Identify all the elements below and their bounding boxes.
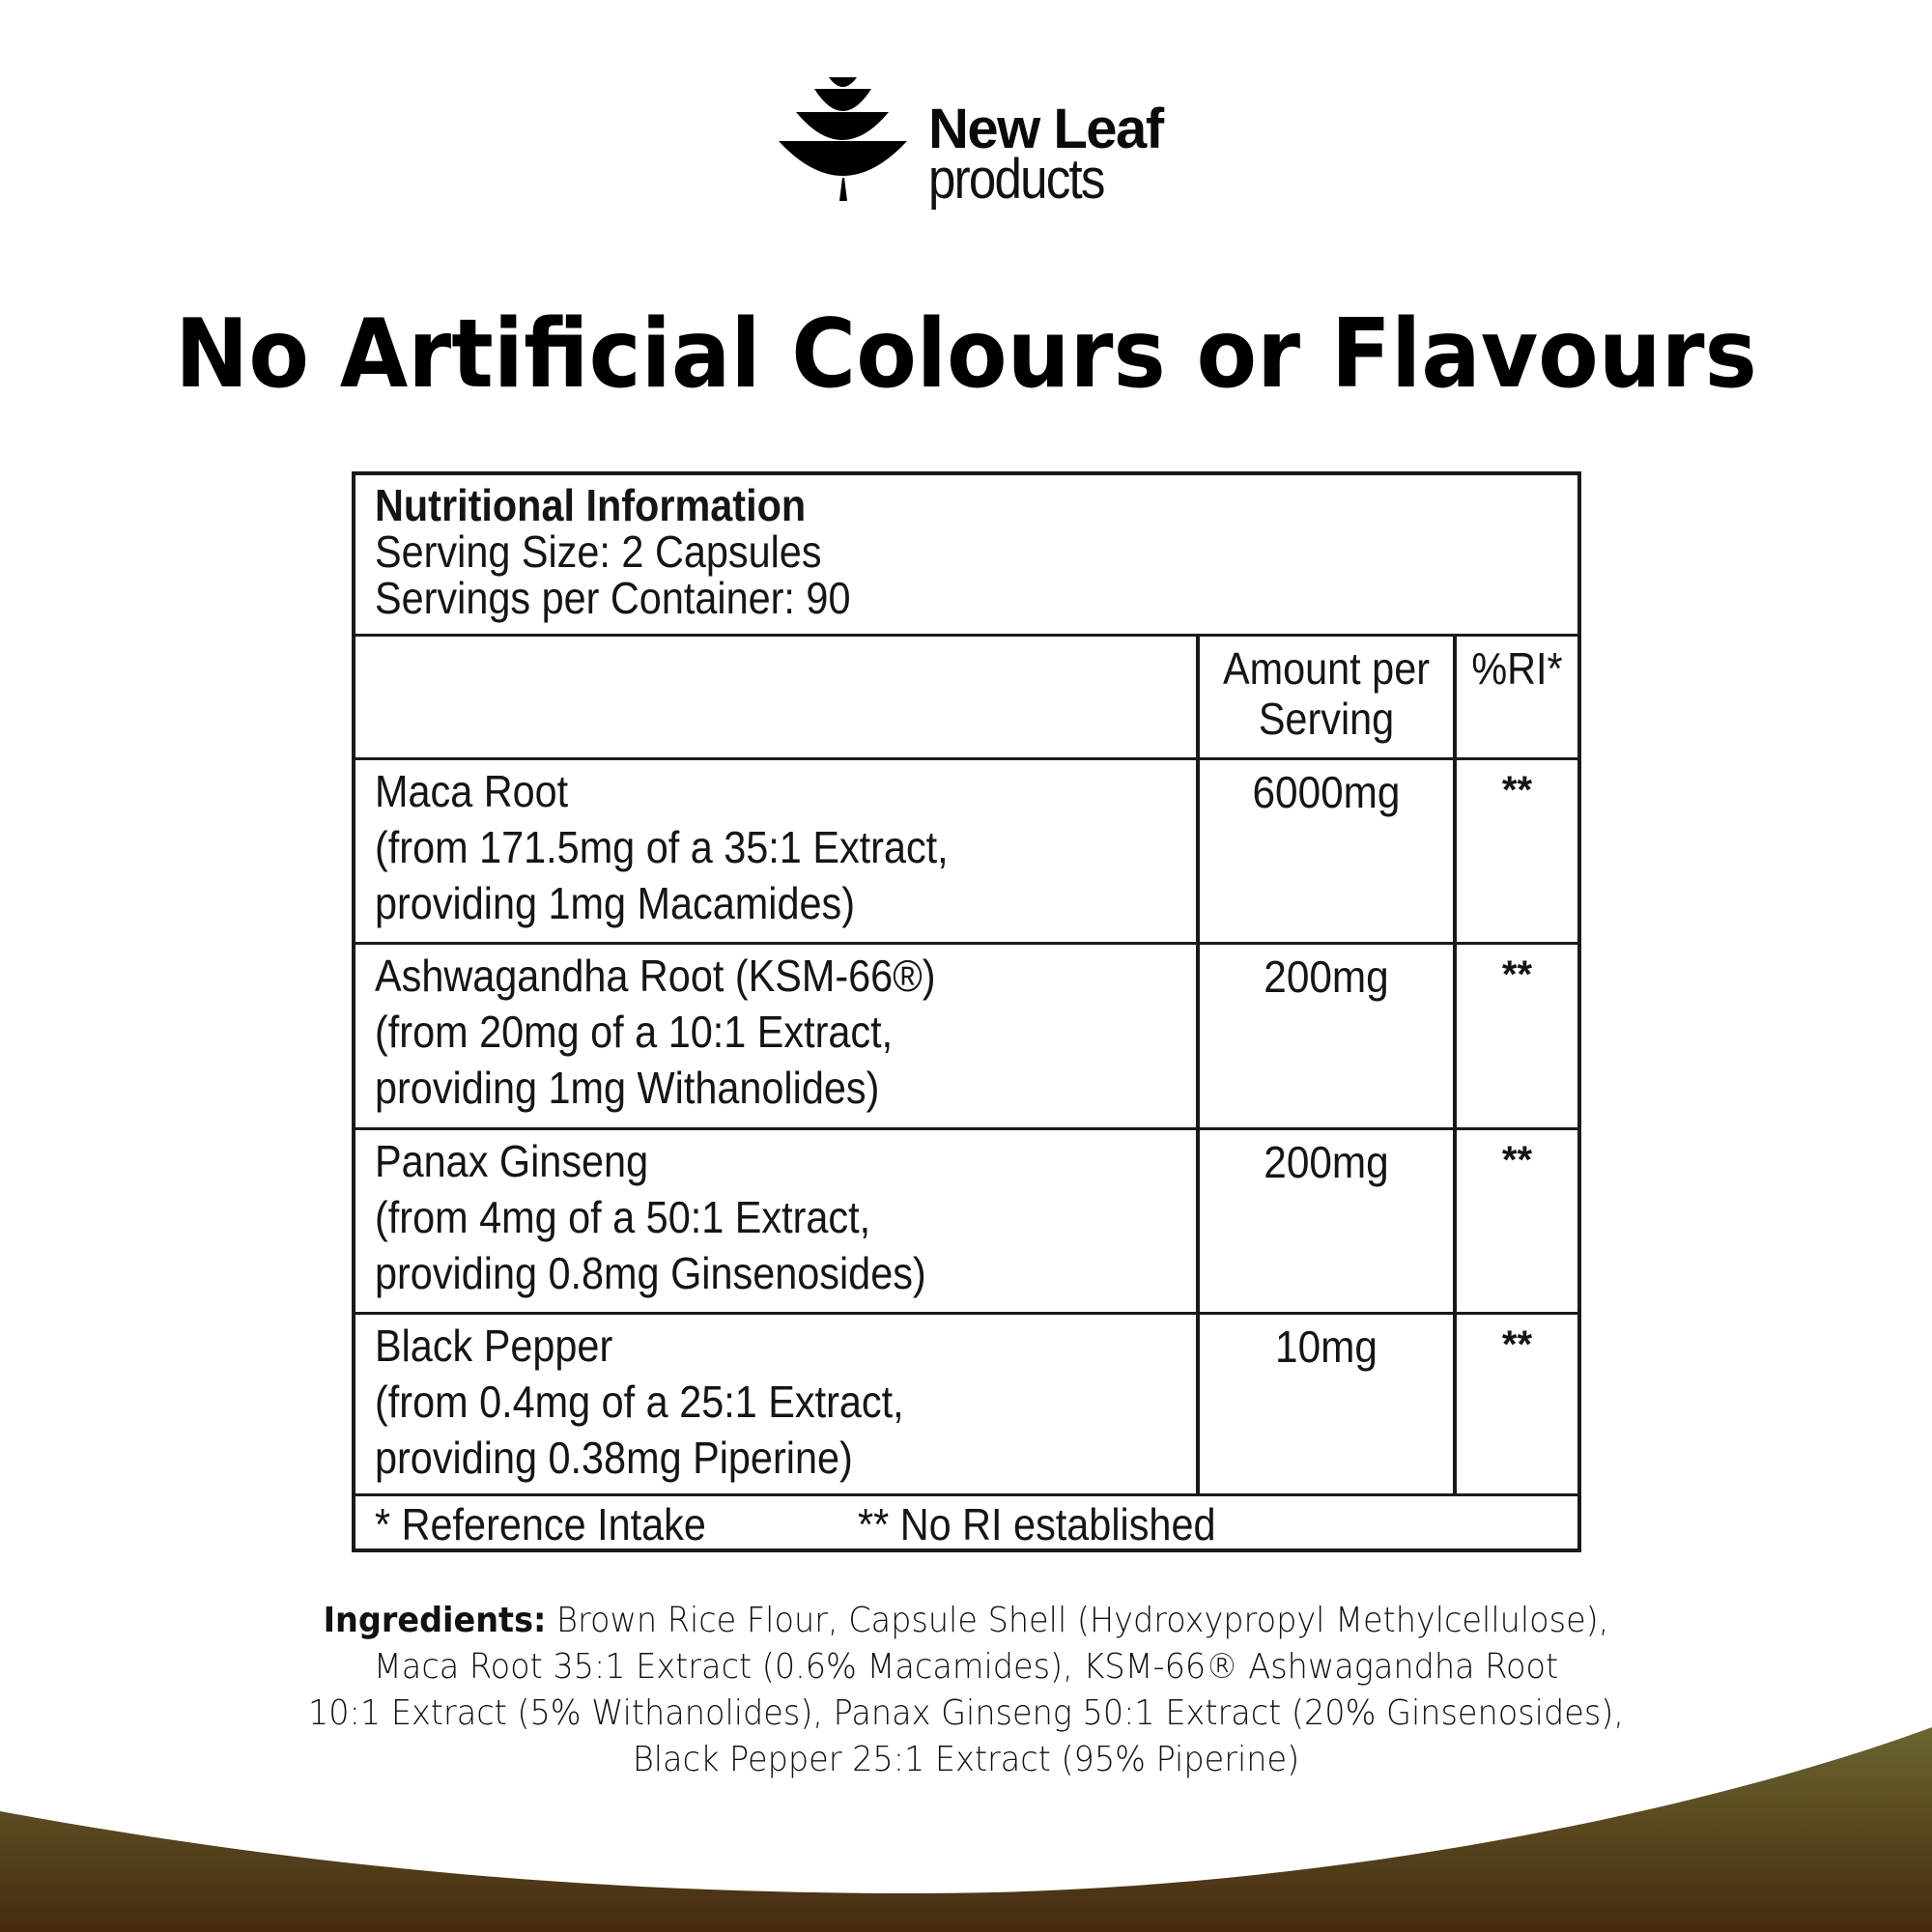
nutrient-detail: providing 0.38mg Piperine) — [375, 1433, 853, 1483]
headline: No Artificial Colours or Flavours — [175, 299, 1757, 410]
nutrient-detail: (from 171.5mg of a 35:1 Extract, — [375, 822, 949, 872]
column-header-amount — [1212, 643, 1440, 744]
nutrient-amount: 200mg — [1264, 1137, 1389, 1187]
nutrient-amount: 10mg — [1275, 1321, 1378, 1372]
ingredients-line — [247, 1598, 1685, 1644]
nutrient-name: Panax Ginseng — [375, 1136, 649, 1186]
nutrient-detail: (from 20mg of a 10:1 Extract, — [375, 1007, 894, 1057]
nutrient-amount: 200mg — [1264, 952, 1389, 1002]
divider — [355, 757, 1577, 760]
ingredients-line-text: Brown Rice Flour, Capsule Shell (Hydroxypropyl Methylcellulose), — [546, 1601, 1609, 1640]
footnote-reference-intake: * Reference Intake — [375, 1499, 706, 1549]
nutrient-amount: 6000mg — [1252, 767, 1401, 817]
footnote-no-ri: ** No RI established — [858, 1499, 1216, 1549]
divider — [355, 634, 1577, 637]
nutrition-table — [352, 471, 1581, 1552]
ingredients-line: Black Pepper 25:1 Extract (95% Piperine) — [632, 1740, 1300, 1779]
divider — [355, 1127, 1577, 1130]
nutrient-ri: ** — [1501, 1139, 1533, 1181]
divider — [355, 1312, 1577, 1315]
servings-per-container: Servings per Container: 90 — [375, 573, 851, 623]
nutrient-ri: ** — [1501, 769, 1533, 811]
ingredients-line: Maca Root 35:1 Extract (0.6% Macamides), KSM-66® Ashwagandha Root — [373, 1647, 1559, 1687]
tiered-leaf-logo-icon — [773, 73, 913, 205]
column-divider — [1196, 634, 1200, 1496]
brand-subtitle: products — [928, 148, 1104, 211]
ingredients-label: Ingredients: — [323, 1601, 547, 1640]
nutrient-detail: providing 1mg Withanolides) — [375, 1063, 880, 1113]
column-header-amount-line1: Amount per — [1222, 643, 1431, 694]
nutrient-detail: providing 0.8mg Ginsenosides) — [375, 1248, 926, 1298]
nutrient-name: Black Pepper — [375, 1321, 613, 1371]
nutrient-detail: (from 0.4mg of a 25:1 Extract, — [375, 1377, 904, 1427]
serving-size: Serving Size: 2 Capsules — [375, 526, 822, 577]
divider — [355, 942, 1577, 945]
nutrient-detail: providing 1mg Macamides) — [375, 878, 856, 928]
column-header-amount-line2: Serving — [1258, 694, 1395, 744]
nutrient-name: Maca Root — [375, 766, 569, 816]
ingredients-line: 10:1 Extract (5% Withanolides), Panax Ginseng 50:1 Extract (20% Ginsenosides), — [308, 1693, 1624, 1733]
nutrient-ri: ** — [1501, 953, 1533, 996]
nutrient-name: Ashwagandha Root (KSM-66®) — [375, 951, 936, 1001]
decorative-swoosh — [0, 1700, 1932, 1932]
brand-name: New Leaf — [928, 98, 1163, 160]
nutrient-ri: ** — [1501, 1323, 1533, 1366]
table-title: Nutritional Information — [375, 480, 807, 530]
nutrient-detail: (from 4mg of a 50:1 Extract, — [375, 1192, 871, 1242]
column-header-ri: %RI* — [1471, 643, 1563, 694]
